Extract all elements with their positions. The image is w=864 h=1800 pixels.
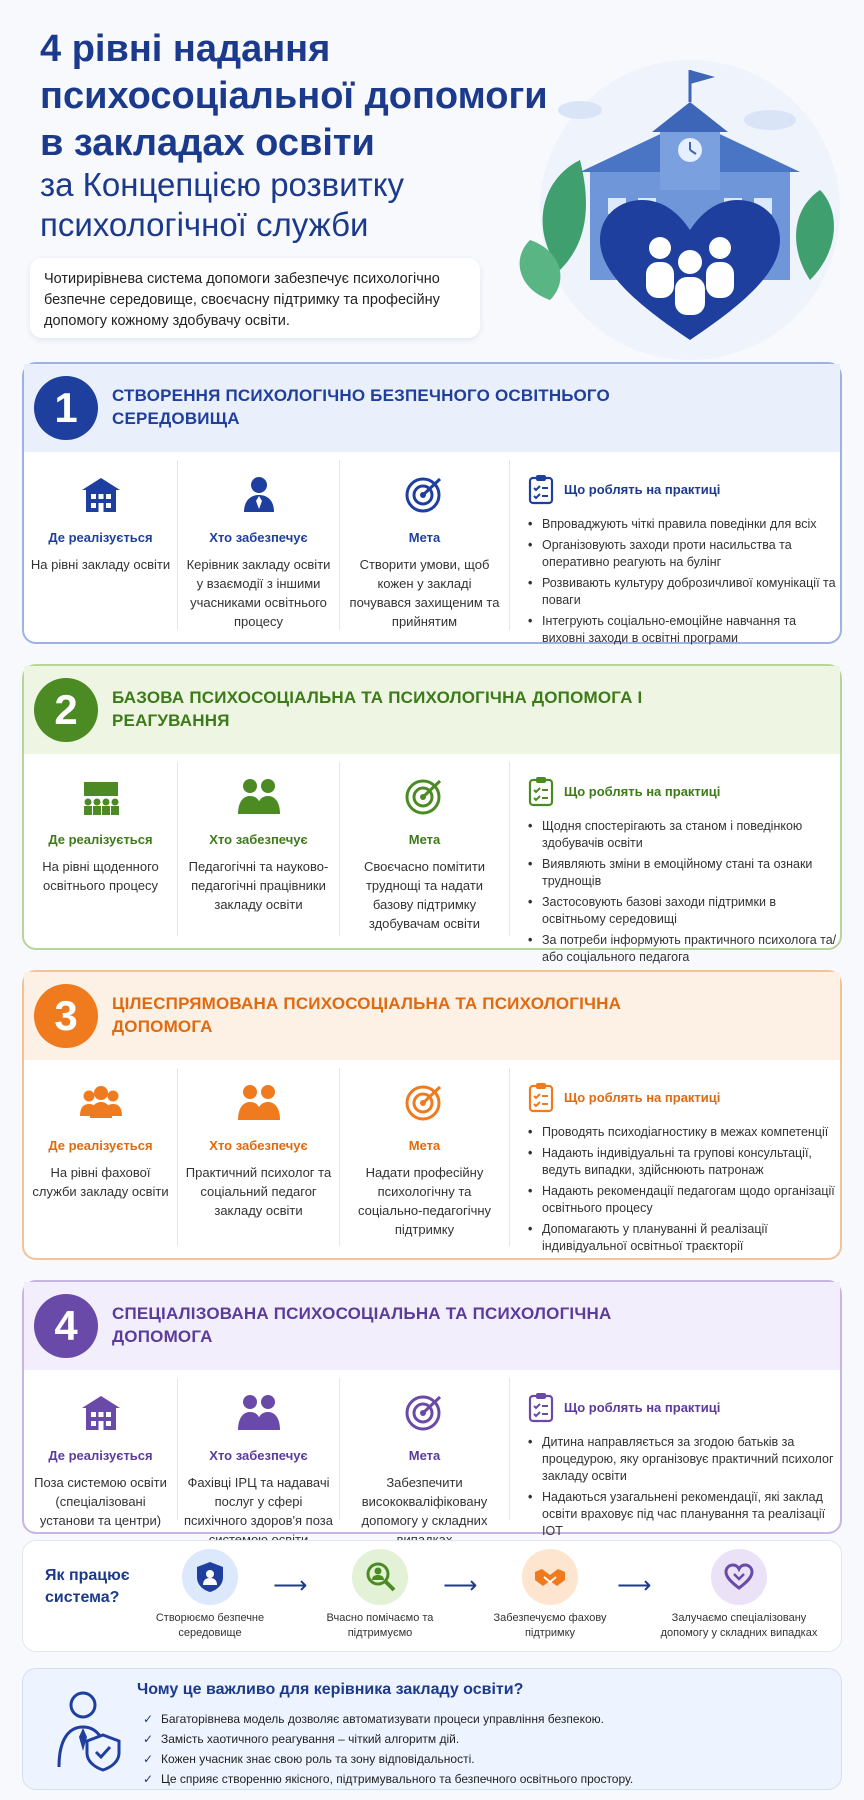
level-4-who-text: Фахівці ІРЦ та надавачі послуг у сфері психічного здоров'я поза — [184, 1475, 333, 1528]
level-2-header — [24, 666, 840, 754]
list-item: • Розвивають культуру доброзичливої комунікації та поваги — [528, 575, 840, 609]
level-2-where-text: На рівні щоденного освітнього процесу — [42, 859, 159, 893]
clipboard-icon — [528, 1392, 554, 1422]
level-3-who — [178, 1068, 340, 1246]
where-label: Де реалізується — [48, 530, 153, 545]
level-4-number: 4 — [34, 1294, 98, 1358]
level-4-card — [22, 1280, 842, 1538]
step-3 — [475, 1549, 625, 1641]
goal-label: Мета — [408, 832, 441, 847]
level-1-goal — [340, 460, 510, 630]
who-label: Хто забезпечує — [209, 530, 308, 545]
step-2-text: Вчасно помічаємо та підтримуємо — [326, 1612, 434, 1639]
level-3-card — [22, 970, 842, 1260]
level-1-card — [22, 362, 842, 644]
level-2-goal-text: Своєчасно помітити труднощі та надати базову підтримку здобувачам освіти — [363, 859, 486, 931]
list-item: • Надають індивідуальні та групові консультації, ведуть випадки, здійснюють патронаж — [528, 1145, 840, 1179]
level-3-header — [24, 972, 840, 1060]
target-icon — [402, 474, 448, 514]
level-2-where — [24, 762, 178, 936]
goal-label: Мета — [408, 530, 441, 545]
handshake-icon — [533, 1560, 567, 1594]
level-4-practice — [510, 1378, 840, 1538]
goal-label: Мета — [408, 1448, 441, 1463]
level-4-title: СПЕЦІАЛІЗОВАНА ПСИХОСОЦІАЛЬНА ТА ПСИХОЛОГІЧНА ДОПОМОГА — [112, 1304, 612, 1346]
practice-label: Що роблять на практиці — [564, 783, 721, 799]
school-heart-illustration — [520, 40, 850, 380]
list-item: • Інтегрують соціально-емоційне навчання та виховні заходи в освітні програми — [528, 613, 840, 647]
step-4 — [649, 1549, 829, 1641]
level-2-who-text: Педагогічні та науково-педагогічні працівники закладу освіти — [188, 859, 329, 912]
level-3-practice — [510, 1068, 840, 1253]
list-item: • Організовують заходи проти насильства та оперативно реагують на булінг — [528, 537, 840, 571]
level-3-practice-list — [528, 1124, 840, 1255]
level-1-practice — [510, 460, 840, 645]
intro-card — [30, 258, 480, 338]
who-label: Хто забезпечує — [209, 1138, 308, 1153]
list-item: ✓ Замість хаотичного реагування – чіткий алгоритм дій. — [143, 1729, 633, 1749]
goal-label: Мета — [408, 1138, 441, 1153]
list-item: ✓ Багаторівнева модель дозволяє автоматизувати процеси управління безпекою. — [143, 1709, 633, 1729]
teachers-icon — [236, 776, 282, 816]
level-4-where-text: Поза системою освіти (спеціалізовані установи та центри) — [34, 1475, 167, 1528]
step-3-text: Забезпечуємо фахову підтримку — [493, 1612, 607, 1639]
level-3-where-text: На рівні фахової служби закладу освіти — [32, 1165, 169, 1199]
level-1-header — [24, 364, 840, 452]
why-list — [143, 1709, 633, 1789]
shield-people-icon — [193, 1560, 227, 1594]
step-4-text: Залучаємо спеціалізовану допомогу у складних випадках — [660, 1612, 818, 1639]
list-item: • Проводять психодіагностику в межах компетенції — [528, 1124, 840, 1141]
level-1-who-text: Керівник закладу освіти у взаємодії з іншими учасниками освітнього процесу — [186, 557, 331, 629]
list-item: • Допомагають у плануванні й реалізації індивідуальної освітньої траєкторії — [528, 1221, 840, 1255]
magnifier-person-icon — [363, 1560, 397, 1594]
manager-icon — [236, 474, 282, 514]
level-1-who — [178, 460, 340, 630]
who-label: Хто забезпечує — [209, 832, 308, 847]
level-4-header — [24, 1282, 840, 1370]
level-2-practice — [510, 762, 840, 964]
how-title: Як працює система? — [45, 1567, 130, 1606]
level-2-card — [22, 664, 842, 964]
level-2-number: 2 — [34, 678, 98, 742]
level-2-body — [24, 754, 840, 964]
level-3-goal-text: Надати професійну психологічну та соціально-педагогічну підтримку — [357, 1165, 492, 1237]
specialists-icon — [236, 1082, 282, 1122]
list-item: • Надають рекомендації педагогам щодо організації освітнього процесу — [528, 1183, 840, 1217]
how-it-works-section — [22, 1540, 842, 1652]
list-item: • Щодня спостерігають за станом і поведінкою здобувачів освіти — [528, 818, 840, 852]
level-1-practice-list — [528, 516, 840, 647]
target-icon — [402, 776, 448, 816]
arrow-right-icon: ⟶ — [617, 1572, 652, 1599]
clipboard-icon — [528, 474, 554, 504]
level-4-body — [24, 1370, 840, 1538]
clipboard-icon — [528, 1082, 554, 1112]
where-label: Де реалізується — [48, 1448, 153, 1463]
level-2-who — [178, 762, 340, 936]
intro-text: Чотирирівнева система допомоги забезпечує психологічно безпечне середовище, своєчасну підтримку та професійну допомогу кожному здобувачу освіти. — [44, 271, 440, 329]
level-1-goal-text: Створити умови, щоб кожен у закладі почувався захищеним та прийнятим — [349, 557, 500, 629]
target-icon — [402, 1082, 448, 1122]
practice-label: Що роблять на практиці — [564, 481, 721, 497]
target-icon — [402, 1392, 448, 1432]
level-4-where — [24, 1378, 178, 1528]
page-title: 4 рівні надання психосоціальної допомоги в закладах освіти — [40, 28, 548, 164]
list-item: • Надаються узагальнені рекомендації, які заклад освіти враховує під час планування та реалізації ІОТ — [528, 1489, 840, 1540]
classroom-icon — [78, 776, 124, 816]
level-3-who-text: Практичний психолог та соціальний педагог закладу освіти — [185, 1165, 332, 1218]
school-building-icon — [78, 474, 124, 514]
level-3-title: ЦІЛЕСПРЯМОВАНА ПСИХОСОЦІАЛЬНА ТА ПСИХОЛОГІЧНА ДОПОМОГА — [112, 994, 622, 1036]
who-label: Хто забезпечує — [209, 1448, 308, 1463]
level-2-goal — [340, 762, 510, 936]
experts-icon — [236, 1392, 282, 1432]
level-3-number: 3 — [34, 984, 98, 1048]
level-4-practice-list — [528, 1434, 840, 1540]
page-subtitle: за Концепцією розвитку психологічної служби — [40, 166, 405, 243]
arrow-right-icon: ⟶ — [443, 1572, 478, 1599]
level-1-where-text: На рівні закладу освіти — [30, 557, 171, 572]
level-3-body — [24, 1060, 840, 1258]
clipboard-icon — [528, 776, 554, 806]
list-item: ✓ Кожен учасник знає свою роль та зону відповідальності. — [143, 1749, 633, 1769]
where-label: Де реалізується — [48, 1138, 153, 1153]
list-item: • Застосовують базові заходи підтримки в освітньому середовищі — [528, 894, 840, 928]
list-item: ✓ Це сприяє створенню якісного, підтримувального та безпечного освітнього простору. — [143, 1769, 633, 1789]
level-4-goal-text: Забезпечити висококваліфіковану допомогу у складних — [361, 1475, 488, 1528]
practice-label: Що роблять на практиці — [564, 1089, 721, 1105]
group-icon — [78, 1082, 124, 1122]
level-1-title: СТВОРЕННЯ ПСИХОЛОГІЧНО БЕЗПЕЧНОГО ОСВІТНЬОГО СЕРЕДОВИЩА — [112, 386, 610, 428]
level-3-goal — [340, 1068, 510, 1246]
practice-label: Що роблять на практиці — [564, 1399, 721, 1415]
list-item: • Дитина направляється за згодою батьків за процедурою, яку організовує практичний психолог закладу освіти — [528, 1434, 840, 1485]
level-2-title: БАЗОВА ПСИХОСОЦІАЛЬНА ТА ПСИХОЛОГІЧНА ДОПОМОГА І РЕАГУВАННЯ — [112, 688, 643, 730]
level-4-goal — [340, 1378, 510, 1528]
where-label: Де реалізується — [48, 832, 153, 847]
step-2 — [305, 1549, 455, 1641]
level-1-where — [24, 460, 178, 630]
heart-hands-icon — [722, 1560, 756, 1594]
step-1 — [135, 1549, 285, 1641]
why-title: Чому це важливо для керівника закладу освіти? — [137, 1681, 524, 1698]
why-important-section — [22, 1668, 842, 1790]
level-1-body — [24, 452, 840, 645]
level-1-number: 1 — [34, 376, 98, 440]
institution-icon — [78, 1392, 124, 1432]
list-item: • Виявляють зміни в емоційному стані та ознаки труднощів — [528, 856, 840, 890]
manager-shield-icon — [53, 1687, 123, 1773]
arrow-right-icon: ⟶ — [273, 1572, 308, 1599]
list-item: • За потреби інформують практичного психолога та/або соціального педагога — [528, 932, 840, 966]
level-3-where — [24, 1068, 178, 1246]
list-item: • Впроваджують чіткі правила поведінки для всіх — [528, 516, 840, 533]
level-4-who — [178, 1378, 340, 1528]
level-2-practice-list — [528, 818, 840, 966]
step-1-text: Створюємо безпечне середовище — [155, 1612, 265, 1639]
